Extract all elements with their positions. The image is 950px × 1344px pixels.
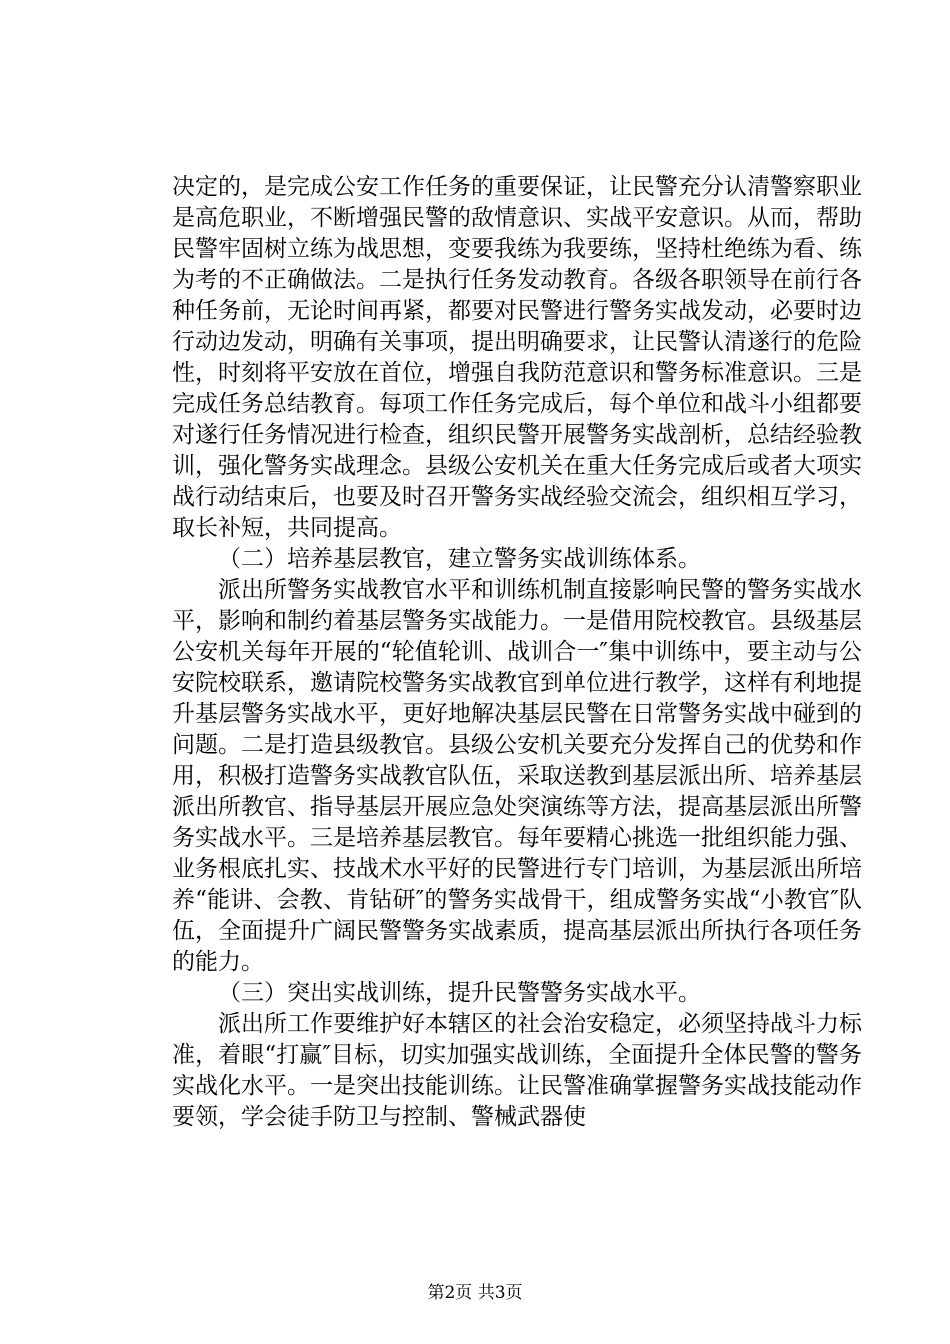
- page-footer: [0, 1283, 950, 1303]
- document-body: [172, 172, 862, 1133]
- body-paragraph-1: 决定的，是完成公安工作任务的重要保证，让民警充分认清警察职业是高危职业，不断增强民警的敌情意识、实战平安意识。从而，帮助民警牢固树立练为战思想，变要我练为我要练，坚持杜绝练为看、练为考的不正确做法。二是执行任务发动教育。各级各职领导在前行各种任务前，无论时间再紧，都要对民警进行警务实战发动，必要时边行动边发动，明确有关事项，提出明确要求，让民警认清遂行的危险性，时刻将平安放在首位，增强自我防范意识和警务标准意识。三是完成任务总结教育。每项工作任务完成后，每个单位和战斗小组都要对遂行任务情况进行检查，组织民警开展警务实战剖析，总结经验教训，强化警务实战理念。县级公安机关在重大任务完成后或者大项实战行动结束后，也要及时召开警务实战经验交流会，组织相互学习，取长补短，共同提高。: [172, 174, 862, 541]
- body-paragraph-2: 派出所警务实战教官水平和训练机制直接影响民警的警务实战水平，影响和制约着基层警务实战能力。一是借用院校教官。县级基层公安机关每年开展的“轮值轮训、战训合一″集中训练中，要主动与公安院校联系，邀请院校警务实战教官到单位进行教学，这样有利地提升基层警务实战水平，更好地解决基层民警在日常警务实战中碰到的问题。二是打造县级教官。县级公安机关要充分发挥自己的优势和作用，积极打造警务实战教官队伍，采取送教到基层派出所、培养基层派出所教官、指导基层开展应急处突演练等方法，提高基层派出所警务实战水平。三是培养基层教官。每年要精心挑选一批组织能力强、业务根底扎实、技战术水平好的民警进行专门培训，为基层派出所培养“能讲、会教、肯钻研″的警务实战骨干，组成警务实战“小教官″队伍，全面提升广阔民警警务实战素质，提高基层派出所执行各项任务的能力。: [172, 577, 862, 975]
- page-number-label: 第2页 共3页: [427, 1283, 523, 1303]
- section-heading-2: （二）培养基层教官，建立警务实战训练体系。: [218, 546, 701, 572]
- section-heading-3: （三）突出实战训练，提升民警警务实战水平。: [218, 980, 701, 1006]
- body-paragraph-3: 派出所工作要维护好本辖区的社会治安稳定，必须坚持战斗力标准，着眼“打赢″目标，切实加强实战训练，全面提升全体民警的警务实战化水平。一是突出技能训练。让民警准确掌握警务实战技能动作要领，学会徒手防卫与控制、警械武器使: [172, 1011, 862, 1130]
